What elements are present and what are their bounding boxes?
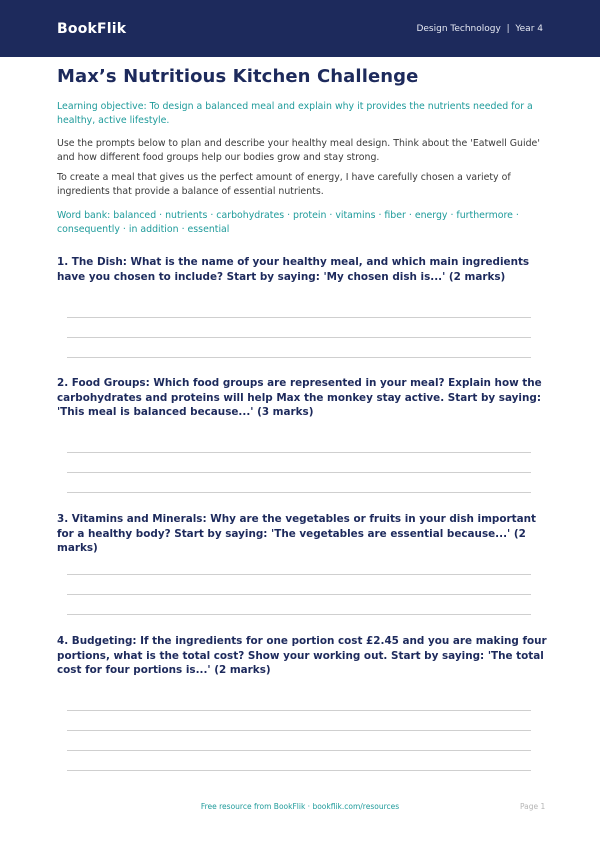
answer-line[interactable] xyxy=(67,357,531,358)
answer-line[interactable] xyxy=(67,337,531,338)
page-header xyxy=(0,0,600,57)
answer-line[interactable] xyxy=(67,492,531,493)
answer-line[interactable] xyxy=(67,594,531,595)
question-2: 2. Food Groups: Which food groups are represented in your meal? Explain how the carbohydrates and proteins will help Max the monkey stay active. Start by saying: 'This meal is balanced because...' (3 marks) xyxy=(57,377,542,418)
year-label: Year 4 xyxy=(515,23,543,34)
word-bank: Word bank: balanced · nutrients · carbohydrates · protein · vitamins · fiber · energy · furthermore · consequently · in addition · essential xyxy=(57,210,519,235)
intro-paragraph-2: To create a meal that gives us the perfect amount of energy, I have carefully chosen a variety of ingredients that provide a balance of essential nutrients. xyxy=(57,172,511,197)
answer-line[interactable] xyxy=(67,614,531,615)
subject-label: Design Technology xyxy=(416,23,501,34)
answer-line[interactable] xyxy=(67,452,531,453)
learning-objective: Learning objective: To design a balanced meal and explain why it provides the nutrients needed for a healthy, active lifestyle. xyxy=(57,101,533,126)
question-3: 3. Vitamins and Minerals: Why are the vegetables or fruits in your dish important for a healthy body? Start by saying: 'The vegetables are essential because...' (2 marks) xyxy=(57,513,536,554)
header-separator: | xyxy=(506,23,510,34)
answer-line[interactable] xyxy=(67,574,531,575)
intro-paragraph-1: Use the prompts below to plan and describe your healthy meal design. Think about the 'Eatwell Guide' and how different food groups help our bodies grow and stay strong. xyxy=(57,138,540,163)
answer-line[interactable] xyxy=(67,317,531,318)
brand-logo[interactable]: BookFlik xyxy=(57,20,127,37)
answer-line[interactable] xyxy=(67,710,531,711)
page-title: Max’s Nutritious Kitchen Challenge xyxy=(57,66,419,87)
answer-line[interactable] xyxy=(67,750,531,751)
question-1: 1. The Dish: What is the name of your healthy meal, and which main ingredients have you chosen to include? Start by saying: 'My chosen dish is...' (2 marks) xyxy=(57,256,530,283)
answer-line[interactable] xyxy=(67,770,531,771)
subject-year-label xyxy=(416,24,543,34)
question-4: 4. Budgeting: If the ingredients for one portion cost £2.45 and you are making four portions, what is the total cost? Show your working out. Start by saying: 'The total cost for four portions is...' (2 marks) xyxy=(57,635,547,676)
page-number: Page 1 xyxy=(520,802,546,811)
answer-line[interactable] xyxy=(67,730,531,731)
answer-line[interactable] xyxy=(67,472,531,473)
footer-text[interactable]: Free resource from BookFlik · bookflik.com/resources xyxy=(200,802,400,811)
